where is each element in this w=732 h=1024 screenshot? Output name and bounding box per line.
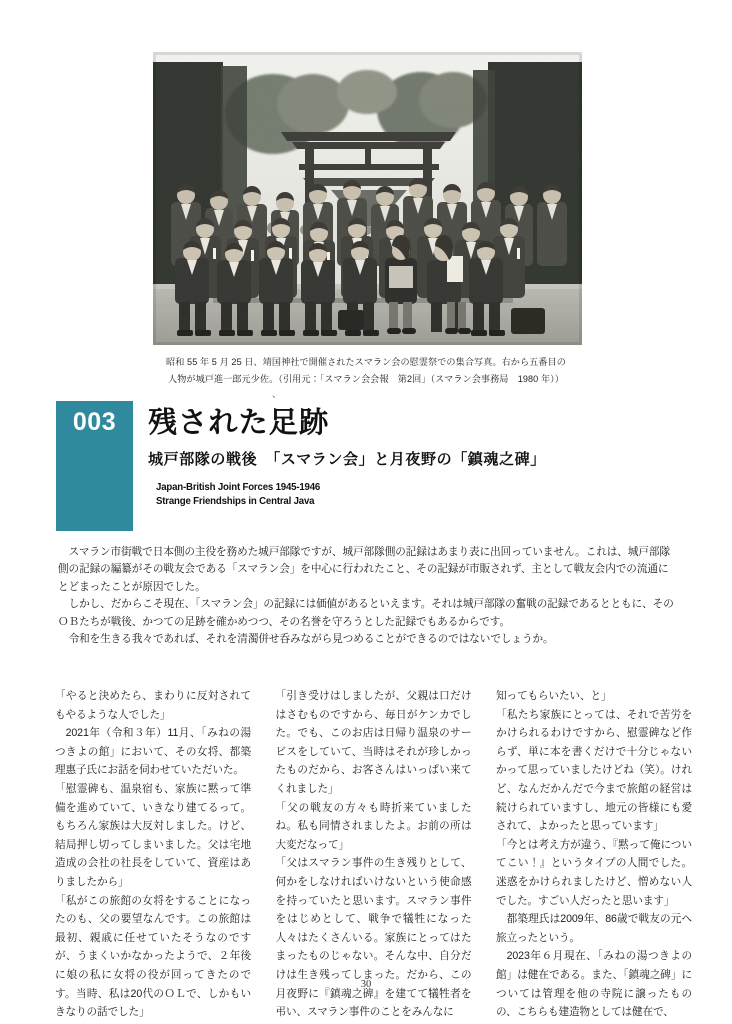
- body-paragraph: 「やると決めたら、まわりに反対されてもやるような人でした」: [55, 690, 251, 721]
- page-number: 30: [360, 979, 372, 990]
- chapter-number-box: [56, 401, 133, 531]
- chapter-number: 003: [72, 408, 117, 436]
- english-subtitle-line-1: Japan-British Joint Forces 1945-1946: [156, 481, 321, 493]
- photo-caption-line-1: 昭和 55 年 5 月 25 日、靖国神社で開催されたスマラン会の慰霊祭での集合写真。右から五番目の: [166, 357, 566, 367]
- body-paragraph: 「引き受けはしましたが、父親は口だけはさむものですから、毎日がケンカでした。でも、このお店は日帰り温泉のサービスをしていて、当時はそれが珍しかったものだから、お客さんはいっぱい来てくれました」: [275, 690, 472, 795]
- lead-paragraph: 令和を生きる我々であれば、それを清濁併せ呑みながら見つめることができるのではないでしょうか。: [68, 633, 554, 646]
- body-column-3: [496, 687, 692, 1019]
- body-paragraph: 2023年６月現在、「みねの湯つきよの館」は健在である。また、「鎮魂之碑」については管理を他の寺院に譲ったものの、こちらも建造物としては健在で、: [496, 950, 692, 1019]
- english-subtitle-line-2: Strange Friendships in Central Java: [156, 494, 315, 507]
- body-paragraph: 「慰霊碑も、温泉宿も、家族に黙って準備を進めていて、いきなり建てるって。もちろん家族は大反対しました。けど、結局押し切ってしまいました。父は宅地造成の会社の社長をしていて、資産はありましたから」: [55, 782, 251, 888]
- photo-block: [153, 52, 582, 345]
- lead-paragraph: スマラン市街戦で日本側の主役を務めた城戸部隊ですが、城戸部隊側の記録はあまり表に出回っていません。これは、城戸部隊側の記録の編纂がその戦友会である「スマラン会」を中心に行われたこと、その記録が市販されず、主として戦友会内での流通にとどまったことが原因でした。: [58, 546, 671, 593]
- article-title-band: [56, 401, 676, 531]
- body-paragraph: 「私たち家族にとっては、それで苦労をかけられるわけですから、慰霊碑など作らず、単に本を書くだけで十分じゃないかって思っていましたけどね（笑）。けれど、なんだかんだで今まで旅館の経営は続けられていますし、地元の皆様にも愛されて、よかったと思っています」: [496, 708, 692, 833]
- title-texts: [148, 401, 676, 508]
- body-column-1: [55, 687, 251, 1019]
- lead-paragraph: しかし、だからこそ現在、「スマラン会」の記録には価値があるといえます。それは城戸部隊の奮戦の記録であるとともに、そのＯＢたちが戦後、かつての足跡を確かめつつ、その名誉を守ろうとした記録でもあるからです。: [58, 598, 674, 628]
- group-photo-yasukuni-shrine: [153, 52, 582, 345]
- body-paragraph: 「今とは考え方が違う、『黙って俺についてこい！』というタイプの人間でした。迷惑をかけられましたけど、憎めない人でした。すごい人だったと思います」: [496, 838, 692, 907]
- body-paragraph: 「父はスマラン事件の生き残りとして、何かをしなければいけないという使命感を持っていたと思います。スマラン事件をはじめとして、戦争で犠牲になった人々はたくさんいる。家族にとってはたまったものじゃない。そんな中、自分だけは生き残ってしまった。だから、この月夜野に『鎮魂之碑』を建てて犠牲者を弔い、スマラン事件のことをみんなに: [275, 857, 472, 1019]
- body-paragraph: 2021年（令和３年）11月、「みねの湯つきよの館」において、その女将、都築理惠子氏にお話を伺わせていただいた。: [55, 727, 251, 777]
- body-paragraph: 都築理氏は2009年、86歳で戦友の元へ旅立ったという。: [496, 913, 692, 944]
- body-paragraph: 「父の戦友の方々も時折来ていましたね。私も同情されましたよ。お前の所は大変だなって」: [275, 801, 472, 851]
- page-title: 残された足跡: [148, 407, 330, 439]
- caption-stray-mark: 、: [272, 389, 282, 399]
- photo-illustration: [153, 52, 582, 345]
- english-subtitle: [156, 481, 634, 508]
- body-paragraph: 「私がこの旅館の女将をすることになったのも、父の要望なんです。この旅館は最初、親戚に任せていたそうなのですが、うまくいかなかったようで、２年後に娘の私に女将の役が回ってきたのです。当時、私は20代のＯＬで、しかもいきなりの話でした」: [55, 894, 251, 1019]
- photo-caption-line-2: 人物が城戸進一郎元少佐。（引用元：「スマラン会会報 第2回」（スマラン会事務局 1980 年））: [168, 374, 564, 384]
- photo-caption: [140, 354, 592, 388]
- lead-paragraphs: [58, 544, 675, 648]
- body-paragraph: 知ってもらいたい、と」: [496, 690, 612, 702]
- page-subtitle: 城戸部隊の戦後 「スマラン会」と月夜野の「鎮魂之碑」: [148, 451, 546, 468]
